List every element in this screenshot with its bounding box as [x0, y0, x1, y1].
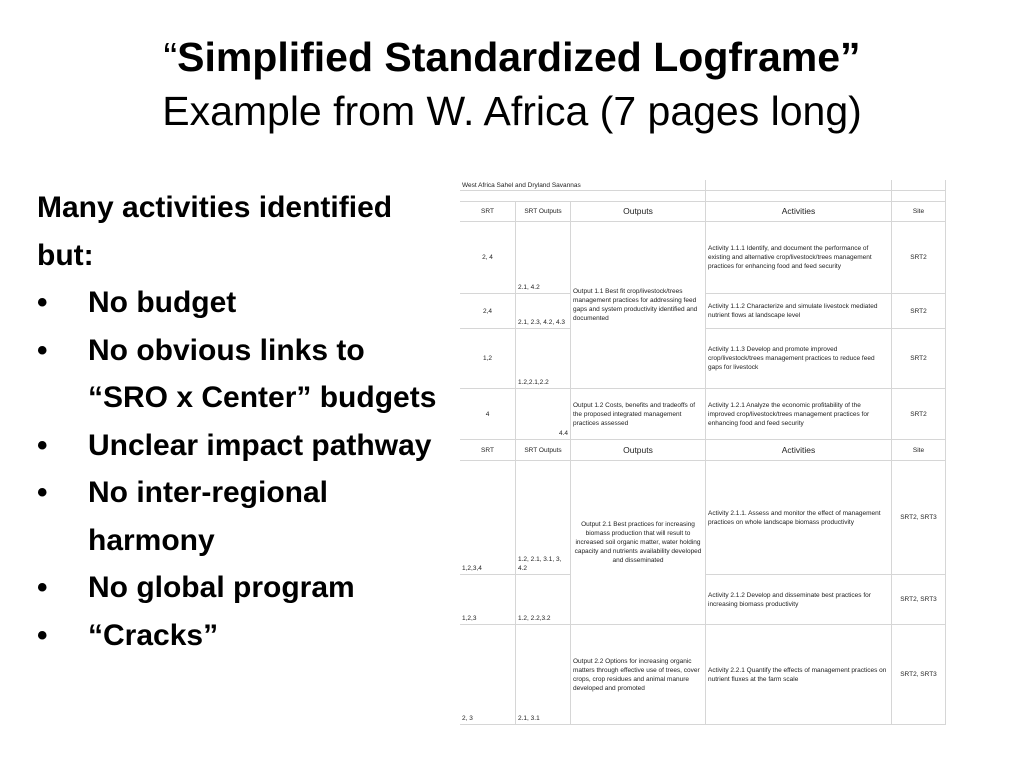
srt-cell: 2, 3	[460, 625, 516, 725]
header-site: Site	[892, 202, 946, 222]
site-cell: SRT2	[892, 329, 946, 389]
header-srt-outputs: SRT Outputs	[516, 202, 571, 222]
issue-item: • No inter-regional harmony	[37, 469, 437, 564]
header-activities: Activities	[706, 202, 892, 222]
srt-cell: 1,2,3,4	[460, 461, 516, 575]
issues-panel	[37, 184, 437, 659]
issue-item: • No budget	[37, 279, 437, 327]
srt-output-cell: 1.2,2.1,2.2	[516, 329, 571, 389]
logframe-table	[460, 180, 946, 725]
header-srt: SRT	[460, 202, 516, 222]
output-cell: Output 2.1 Best practices for increasing biomass production that will result to increased soil organic matter, water holding capacity and nutrients availability developed and disseminated	[571, 461, 706, 625]
srt-cell: 2,4	[460, 294, 516, 329]
header-site: Site	[892, 440, 946, 461]
output-cell: Output 1.1 Best fit crop/livestock/trees management practices for addressing feed gaps and system productivity identified and documented	[571, 222, 706, 389]
header-srt: SRT	[460, 440, 516, 461]
srt-output-cell: 4.4	[516, 389, 571, 440]
issue-item: • Unclear impact pathway	[37, 422, 437, 470]
srt-output-cell: 1.2, 2.2,3.2	[516, 575, 571, 625]
issues-list	[37, 279, 437, 659]
issue-item: • No global program	[37, 564, 437, 612]
header-outputs: Outputs	[571, 440, 706, 461]
empty-cell	[892, 191, 946, 202]
site-cell: SRT2, SRT3	[892, 575, 946, 625]
issue-item: • No obvious links to “SRO x Center” budgets	[37, 327, 437, 422]
header-srt-outputs: SRT Outputs	[516, 440, 571, 461]
title-main-line: “Simplified Standardized Logframe”	[163, 34, 861, 80]
srt-cell: 1,2	[460, 329, 516, 389]
region-title: West Africa Sahel and Dryland Savannas	[460, 180, 706, 191]
empty-cell	[706, 180, 892, 191]
activity-cell: Activity 1.1.2 Characterize and simulate livestock mediated nutrient flows at landscape level	[706, 294, 892, 329]
output-cell: Output 2.2 Options for increasing organic matters through effective use of trees, cover crops, crop residues and animal manure developed and promoted	[571, 625, 706, 725]
srt-output-cell: 2.1, 4.2	[516, 222, 571, 294]
activity-cell: Activity 2.1.2 Develop and disseminate best practices for increasing biomass productivity	[706, 575, 892, 625]
activity-cell: Activity 2.2.1 Quantify the effects of management practices on nutrient fluxes at the farm scale	[706, 625, 892, 725]
slide-title	[0, 30, 1024, 138]
site-cell: SRT2, SRT3	[892, 461, 946, 575]
issues-intro: Many activities identified but:	[37, 191, 393, 272]
site-cell: SRT2, SRT3	[892, 625, 946, 725]
site-cell: SRT2	[892, 389, 946, 440]
srt-output-cell: 2.1, 3.1	[516, 625, 571, 725]
activity-cell: Activity 1.2.1 Analyze the economic profitability of the improved crop/livestock/trees management practices for enhancing food and feed security	[706, 389, 892, 440]
output-cell: Output 1.2 Costs, benefits and tradeoffs of the proposed integrated management practices assessed	[571, 389, 706, 440]
empty-cell	[892, 180, 946, 191]
empty-cell	[460, 191, 706, 202]
header-activities: Activities	[706, 440, 892, 461]
activity-cell: Activity 2.1.1. Assess and monitor the effect of management practices on whole landscape biomass productivity	[706, 461, 892, 575]
srt-cell: 4	[460, 389, 516, 440]
srt-output-cell: 2.1, 2.3, 4.2, 4.3	[516, 294, 571, 329]
srt-cell: 2, 4	[460, 222, 516, 294]
site-cell: SRT2	[892, 294, 946, 329]
srt-cell: 1,2,3	[460, 575, 516, 625]
site-cell: SRT2	[892, 222, 946, 294]
issue-item: • “Cracks”	[37, 612, 437, 660]
activity-cell: Activity 1.1.3 Develop and promote improved crop/livestock/trees management practices to reduce feed gaps for livestock	[706, 329, 892, 389]
title-main: Simplified Standardized Logframe	[177, 34, 841, 80]
empty-cell	[706, 191, 892, 202]
srt-output-cell: 1.2, 2.1, 3.1, 3, 4.2	[516, 461, 571, 575]
header-outputs: Outputs	[571, 202, 706, 222]
activity-cell: Activity 1.1.1 Identify, and document the performance of existing and alternative crop/livestock/trees management practices for enhancing food and feed security	[706, 222, 892, 294]
title-subtitle: Example from W. Africa (7 pages long)	[162, 88, 862, 134]
